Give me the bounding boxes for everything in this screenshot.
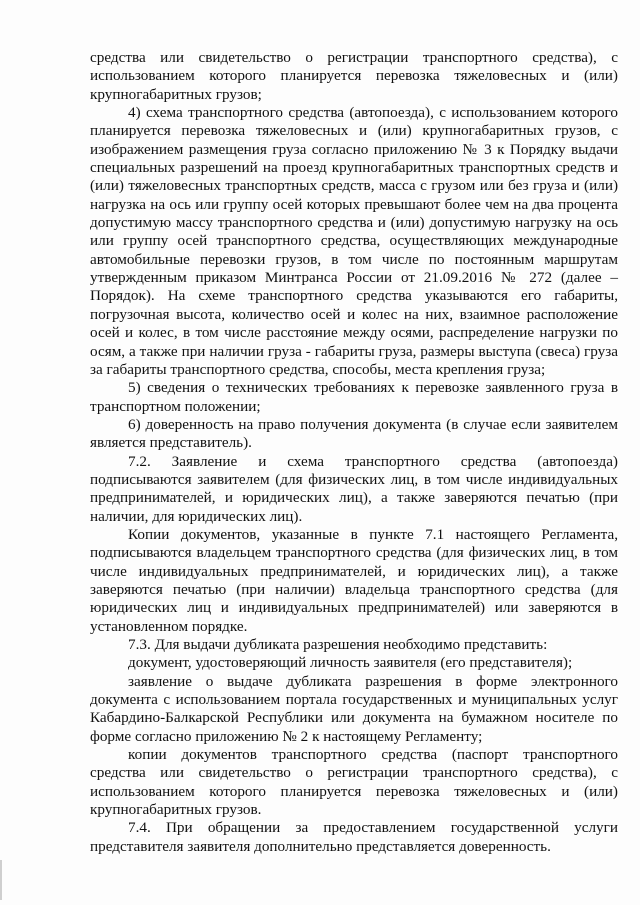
- paragraph-copies: Копии документов, указанные в пункте 7.1 настоящего Регламента, подписываются владельцем транспортного средства (для физических лиц, в том числе индивидуальных предпринимателей, и юридических лиц), а также заверяются печатью (при наличии) владельца транспортного средства (для юридических лиц и индивидуальных предпринимателей) или заверяются в установленном порядке.: [90, 525, 618, 635]
- paragraph-7-3: 7.3. Для выдачи дубликата разрешения необходимо представить:: [128, 636, 548, 653]
- document-body: [90, 49, 618, 856]
- paragraph-duplicate-application: заявление о выдаче дубликата разрешения в форме электронного документа с использованием портала государственных и муниципальных услуг Кабардино-Балкарской Республики или документа на бумажном носителе по форме согласно приложению № 2 к настоящему Регламенту;: [90, 672, 618, 745]
- scan-edge-mark: [0, 860, 2, 900]
- paragraph-7-2: 7.2. Заявление и схема транспортного средства (автопоезда) подписываются заявителем (для физических лиц, в том числе индивидуальных предпринимателей, и юридических лиц), а также заверяются печатью (при наличии, для юридических лиц).: [90, 452, 618, 525]
- paragraph-continuation: средства или свидетельство о регистрации транспортного средства), с использованием которого планируется перевозка тяжеловесных и (или) крупногабаритных грузов;: [90, 49, 618, 103]
- paragraph-7-4: 7.4. При обращении за предоставлением государственной услуги представителя заявителя дополнительно представляется доверенность.: [90, 819, 618, 855]
- paragraph-item-6: 6) доверенность на право получения документа (в случае если заявителем является представитель).: [90, 415, 618, 452]
- paragraph-item-4: 4) схема транспортного средства (автопоезда), с использованием которого планируется перевозка тяжеловесных и (или) крупногабаритных грузов, с изображением размещения груза согласно приложению № 3 к Порядку выдачи специальных разрешений на проезд крупногабаритных транспортных средств и (или) тяжеловесных транспортных средств, масса с грузом или без груза и (или) нагрузка на ось или группу осей которых превышают более чем на два процента допустимую массу транспортного средства и (или) допустимую нагрузку на ось или группу осей транспортного средства, осуществляющих международные автомобильные перевозки грузов, в том числе по постоянным маршрутам утвержденным приказом Минтранса России от 21.09.2016 № 272 (далее – Порядок). На схеме транспортного средства указываются его габариты, погрузочная высота, количество осей и колес на них, взаимное расположение осей и колес, в том числе расстояние между осями, распределение нагрузки по осям, а также при наличии груза - габариты груза, размеры выступа (свеса) груза за габариты транспортного средства, способы, места крепления груза;: [90, 104, 618, 378]
- paragraph-identity-document: документ, удостоверяющий личность заявителя (его представителя);: [128, 654, 573, 672]
- paragraph-vehicle-documents: копии документов транспортного средства (паспорт транспортного средства или свидетельство о регистрации транспортного средства), с использованием которого планируется перевозка тяжеловесных и (или) крупногабаритных грузов.: [90, 746, 618, 819]
- paragraph-item-5: 5) сведения о технических требованиях к перевозке заявленного груза в транспортном положении;: [90, 379, 618, 415]
